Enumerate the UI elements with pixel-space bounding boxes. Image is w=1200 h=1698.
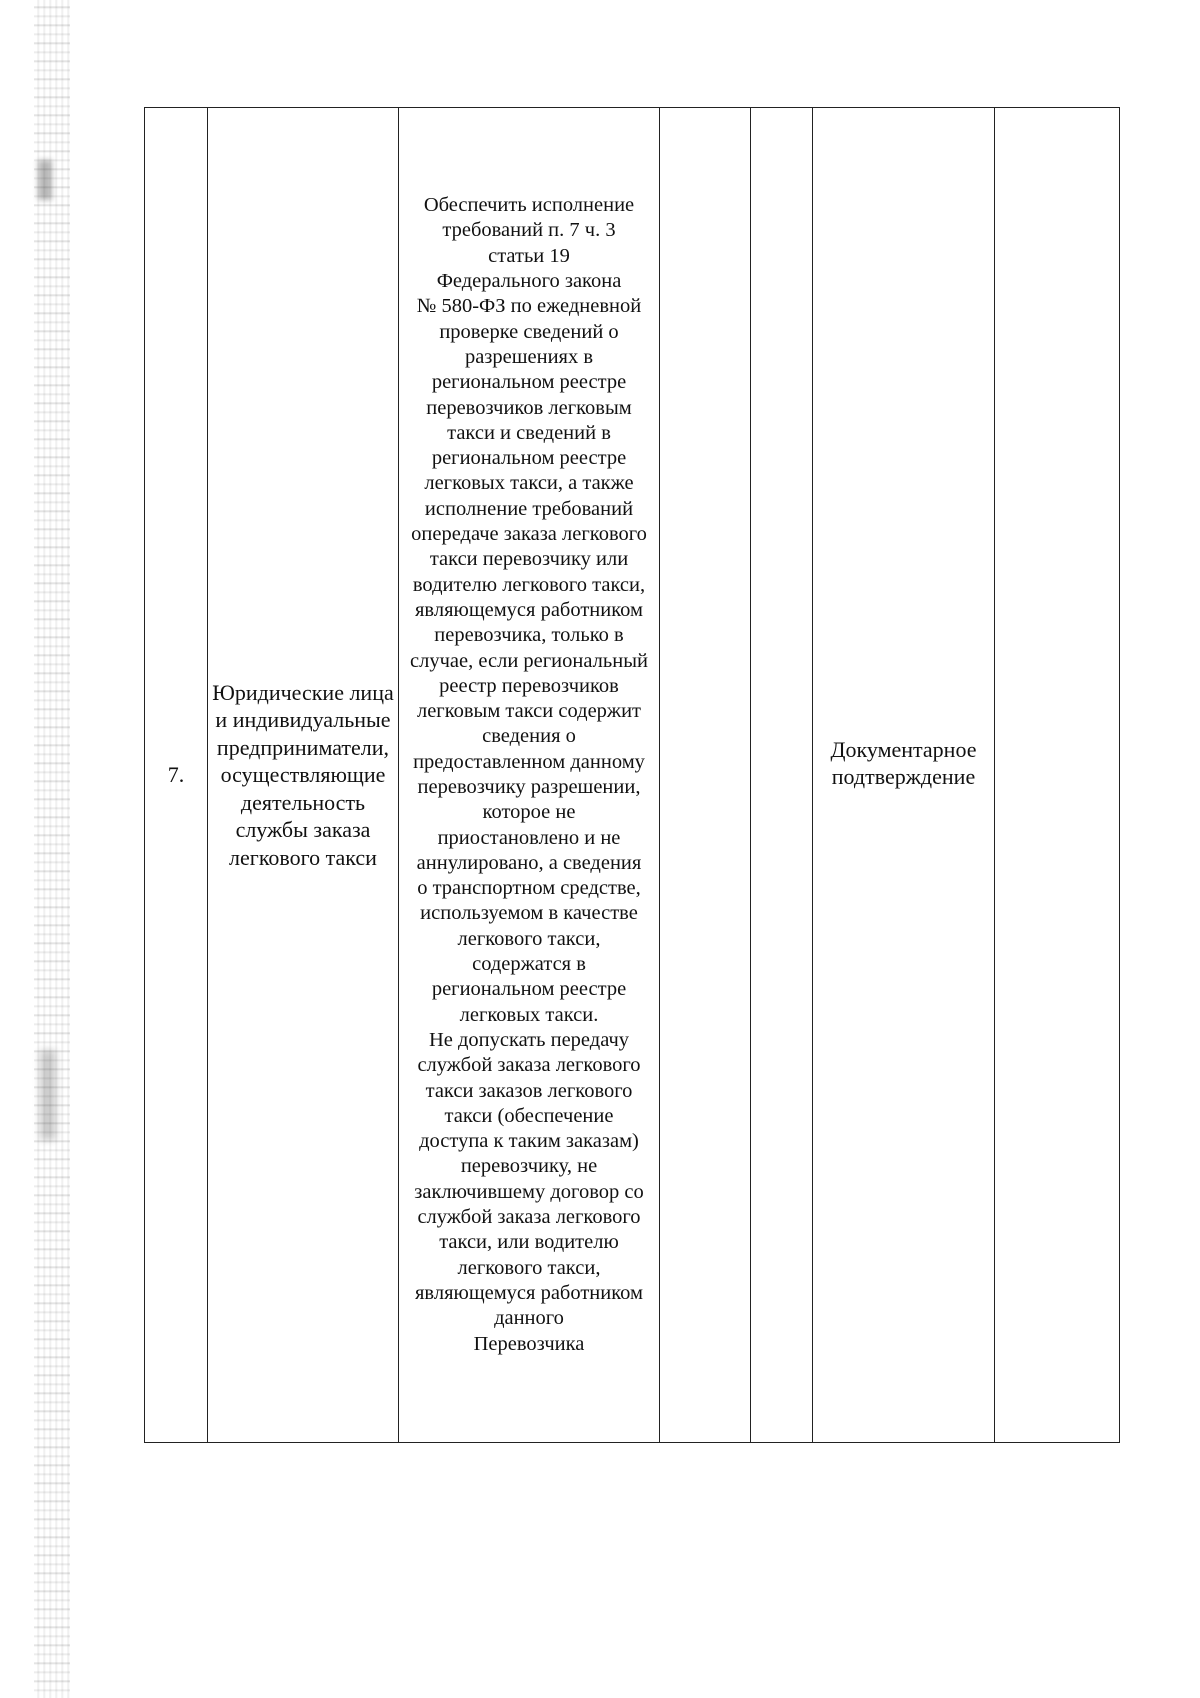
row-number-cell bbox=[145, 108, 208, 1443]
requirement-text: Обеспечить исполнение требований п. 7 ч. 3 статьи 19 Федерального закона № 580-ФЗ по ежедневной проверке сведений о разрешениях в региональном реестре перевозчиков легковым такси и сведений в региональном реестре легковых такси, а также исполнение требований опередаче заказа легкового такси перевозчику или водителю легкового такси, являющемуся работником перевозчика, только в случае, если региональный реестр перевозчиков легковым такси содержит сведения о предоставленном данному перевозчику разрешении, которое не приостановлено и не аннулировано, а сведения о транспортном средстве, используемом в качестве легкового такси, содержатся в региональном реестре легковых такси. Не допускать передачу службой заказа легкового такси заказов легкового такси (обеспечение доступа к таким заказам) перевозчику, не заключившему договор со службой заказа легкового такси, или водителю легкового такси, являющемуся работником данного Перевозчика bbox=[410, 194, 648, 1355]
table-row bbox=[145, 108, 1120, 1443]
row-number: 7. bbox=[167, 761, 185, 787]
form-cell bbox=[813, 108, 995, 1443]
empty-cell-5 bbox=[751, 108, 813, 1443]
form-text: Документарное подтверждение bbox=[830, 736, 977, 789]
requirements-table bbox=[144, 107, 1120, 1443]
empty-cell-7 bbox=[995, 108, 1120, 1443]
scan-noise-edge bbox=[34, 0, 70, 1698]
empty-cell-4 bbox=[660, 108, 751, 1443]
requirement-cell bbox=[399, 108, 660, 1443]
subjects-text: Юридические лица и индивидуальные предприниматели, осуществляющие деятельность службы заказа легкового такси bbox=[212, 679, 394, 870]
subjects-cell bbox=[208, 108, 399, 1443]
